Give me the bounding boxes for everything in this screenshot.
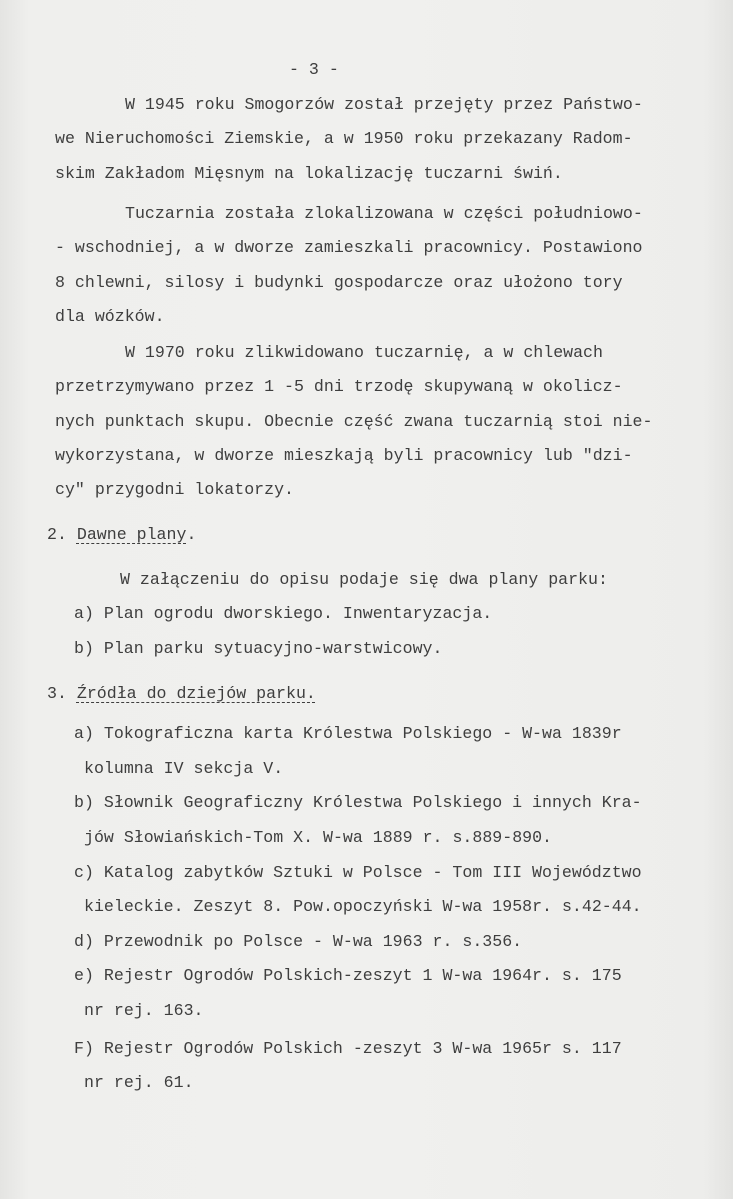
paragraph-line: nych punktach skupu. Obecnie część zwana tuczarnią stoi nie- bbox=[55, 412, 653, 431]
section-title: Źródła do dziejów parku. bbox=[76, 684, 316, 703]
section-title: Dawne plany bbox=[76, 525, 187, 544]
paragraph-line: - wschodniej, a w dworze zamieszkali pracownicy. Postawiono bbox=[55, 238, 643, 257]
paragraph-line: we Nieruchomości Ziemskie, a w 1950 roku przekazany Radom- bbox=[55, 129, 633, 148]
source-item: c) Katalog zabytków Sztuki w Polsce - Tom III Województwo bbox=[74, 863, 642, 882]
list-item: b) Plan parku sytuacyjno-warstwicowy. bbox=[74, 639, 443, 658]
source-item: e) Rejestr Ogrodów Polskich-zeszyt 1 W-wa 1964r. s. 175 bbox=[74, 966, 622, 985]
source-item-continued: jów Słowiańskich-Tom X. W-wa 1889 r. s.889-890. bbox=[84, 828, 553, 847]
paragraph-line: 8 chlewni, silosy i budynki gospodarcze oraz ułożono tory bbox=[55, 273, 623, 292]
source-item: a) Tokograficzna karta Królestwa Polskiego - W-wa 1839r bbox=[74, 724, 622, 743]
source-item-continued: kolumna IV sekcja V. bbox=[84, 759, 284, 778]
section-3-heading bbox=[47, 684, 316, 704]
paragraph-line: przetrzymywano przez 1 -5 dni trzodę skupywaną w okolicz- bbox=[55, 377, 623, 396]
paragraph-line: dla wózków. bbox=[55, 307, 165, 326]
paragraph-line: W 1970 roku zlikwidowano tuczarnię, a w chlewach bbox=[125, 343, 603, 362]
section-number: 3. bbox=[47, 684, 67, 703]
paragraph-line: skim Zakładom Mięsnym na lokalizację tuczarni świń. bbox=[55, 164, 563, 183]
paragraph-line: Tuczarnia została zlokalizowana w części południowo- bbox=[125, 204, 643, 223]
section-title-end: . bbox=[186, 525, 197, 544]
paragraph-line: W 1945 roku Smogorzów został przejęty przez Państwo- bbox=[125, 95, 643, 114]
paragraph-line: wykorzystana, w dworze mieszkają byli pracownicy lub "dzi- bbox=[55, 446, 633, 465]
section-intro: W załączeniu do opisu podaje się dwa plany parku: bbox=[120, 570, 608, 589]
section-2-heading bbox=[47, 525, 196, 545]
source-item: d) Przewodnik po Polsce - W-wa 1963 r. s.356. bbox=[74, 932, 523, 951]
paragraph-line: cy" przygodni lokatorzy. bbox=[55, 480, 294, 499]
source-item-continued: nr rej. 163. bbox=[84, 1001, 204, 1020]
source-item-continued: kieleckie. Zeszyt 8. Pow.opoczyński W-wa 1958r. s.42-44. bbox=[84, 897, 642, 916]
source-item: F) Rejestr Ogrodów Polskich -zeszyt 3 W-wa 1965r s. 117 bbox=[74, 1039, 622, 1058]
source-item-continued: nr rej. 61. bbox=[84, 1073, 194, 1092]
section-number: 2. bbox=[47, 525, 67, 544]
page-number: - 3 - bbox=[289, 60, 339, 79]
source-item: b) Słownik Geograficzny Królestwa Polskiego i innych Kra- bbox=[74, 793, 642, 812]
list-item: a) Plan ogrodu dworskiego. Inwentaryzacja. bbox=[74, 604, 493, 623]
